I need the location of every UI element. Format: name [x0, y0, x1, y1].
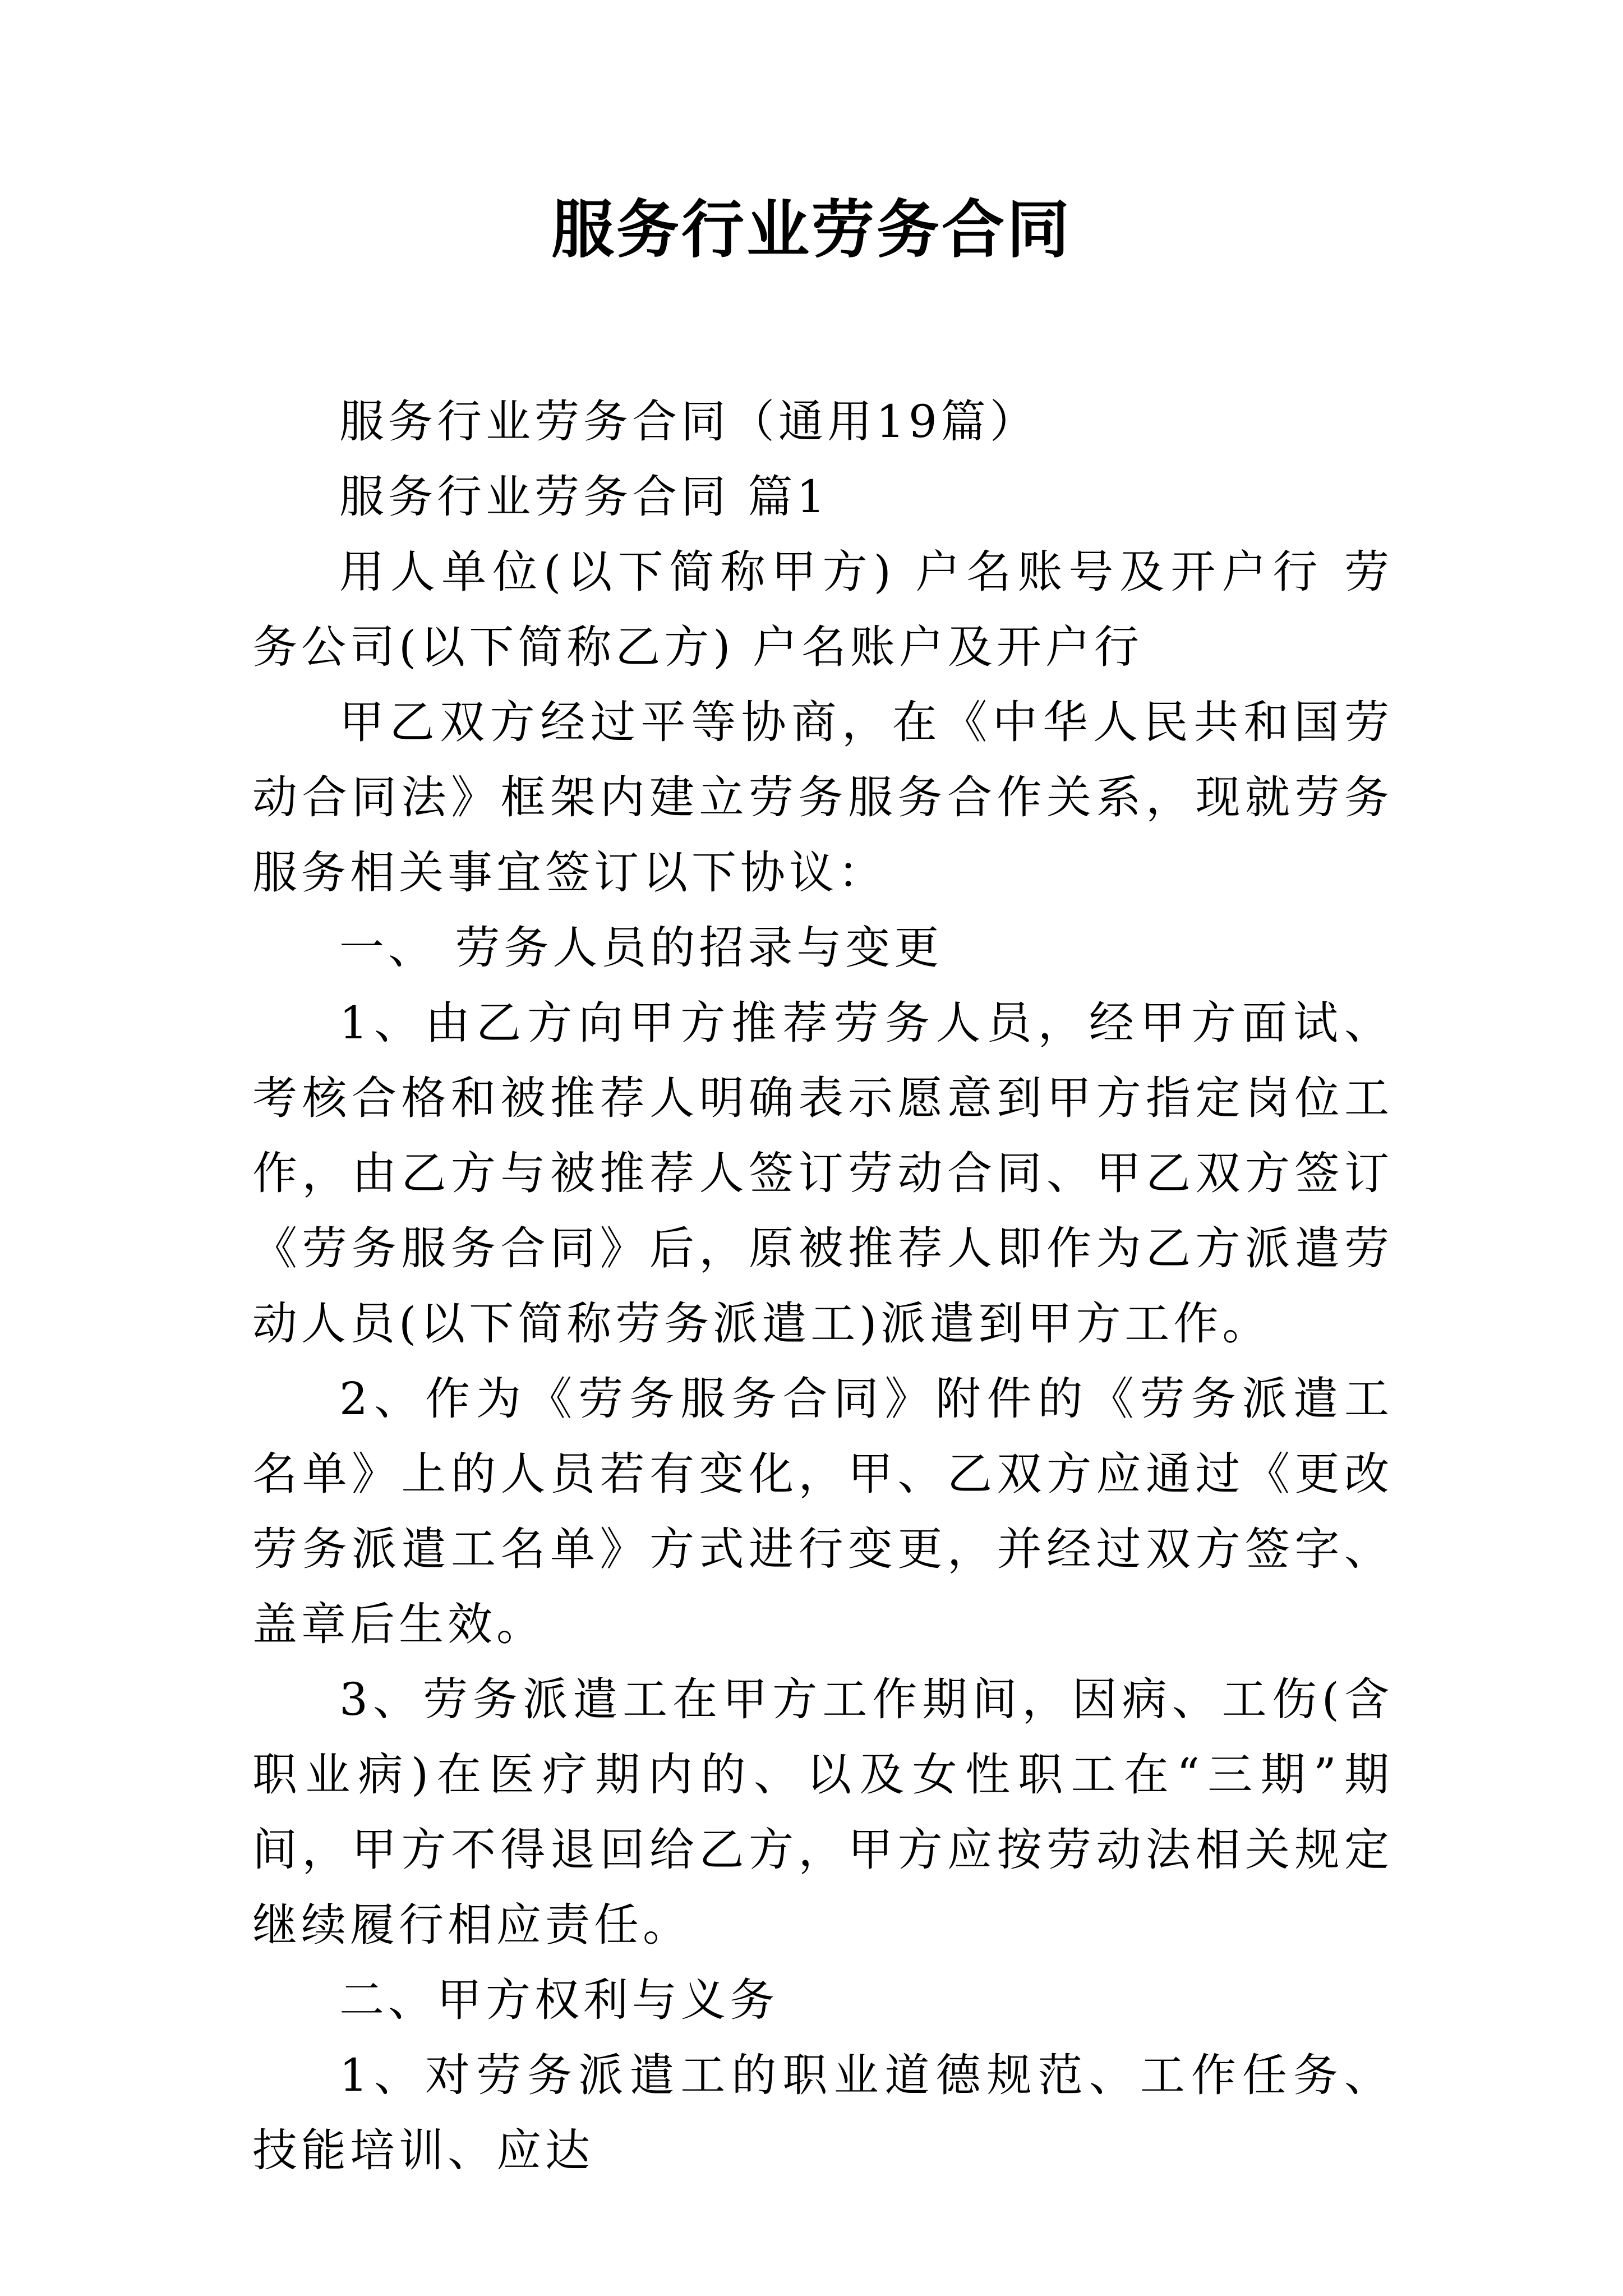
paragraph-clause-1-1: 1、由乙方向甲方推荐劳务人员，经甲方面试、考核合格和被推荐人明确表示愿意到甲方指定岗位工作，由乙方与被推荐人签订劳动合同、甲乙双方签订《劳务服务合同》后，原被推荐人即作为乙方派遣劳动人员(以下简称劳务派遣工)派遣到甲方工作。 [252, 997, 1393, 1350]
paragraph-preamble: 甲乙双方经过平等协商，在《中华人民共和国劳动合同法》框架内建立劳务服务合作关系，现就劳务服务相关事宜签订以下协议： [252, 696, 1393, 899]
document-body [252, 384, 1393, 2188]
paragraph-clause-1-3: 3、劳务派遣工在甲方工作期间，因病、工伤(含职业病)在医疗期内的、以及女性职工在“三期”期间，甲方不得退回给乙方，甲方应按劳动法相关规定继续履行相应责任。 [252, 1673, 1393, 1951]
paragraph-clause-2-1: 1、对劳务派遣工的职业道德规范、工作任务、技能培训、应达 [252, 2049, 1393, 2177]
paragraph-parties: 用人单位(以下简称甲方) 户名账号及开户行 劳务公司(以下简称乙方) 户名账户及开户行 [252, 546, 1393, 673]
document-title: 服务行业劳务合同 [551, 193, 1072, 266]
paragraph-clause-1-2: 2、作为《劳务服务合同》附件的《劳务派遣工名单》上的人员若有变化，甲、乙双方应通过《更改劳务派遣工名单》方式进行变更，并经过双方签字、盖章后生效。 [252, 1373, 1393, 1650]
paragraph-subtitle: 服务行业劳务合同（通用19篇） [339, 395, 1039, 448]
paragraph-section-heading: 服务行业劳务合同 篇1 [339, 471, 829, 523]
paragraph-heading-party-a: 二、甲方权利与义务 [339, 1974, 778, 2026]
paragraph-heading-recruitment: 一、 劳务人员的招录与变更 [339, 922, 943, 974]
